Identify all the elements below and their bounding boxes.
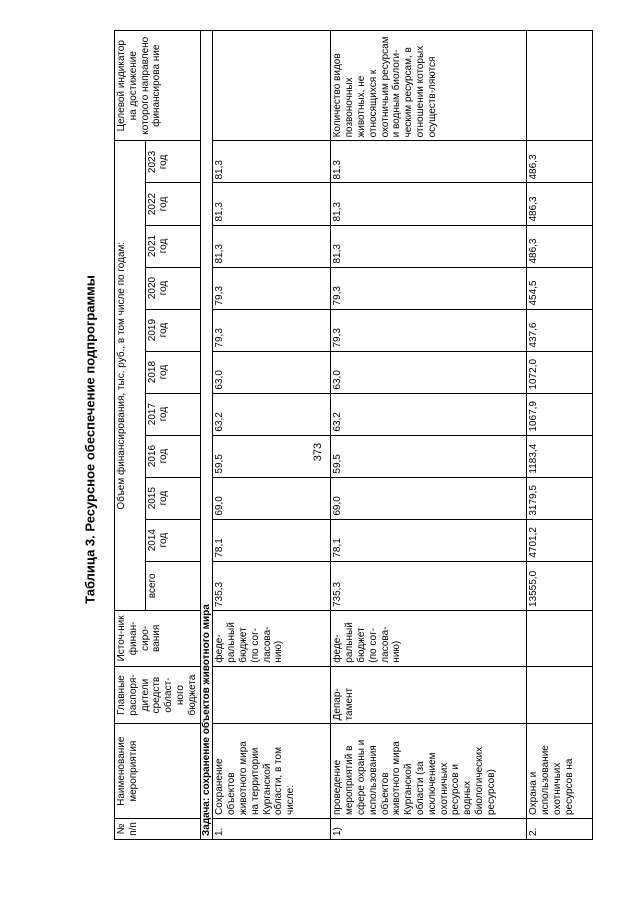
task-label: Задача: сохранение объектов животного мира: [200, 31, 213, 840]
row-year-value: 1072,0: [527, 351, 593, 393]
header-year: 2022 год: [145, 183, 200, 225]
header-total: всего: [145, 561, 200, 610]
row-indicator: [213, 31, 331, 141]
row-year-value: 79,3: [331, 267, 527, 309]
row-distributor: [527, 666, 593, 724]
table-title: Таблица 3. Ресурсное обеспечение подпрограммы: [82, 275, 98, 604]
row-year-value: 59,5: [331, 435, 527, 477]
row-num: 2.: [527, 819, 593, 840]
row-num: 1): [331, 819, 527, 840]
header-year: 2016 год: [145, 435, 200, 477]
header-row-1: [115, 31, 146, 840]
row-year-value: 81,3: [331, 141, 527, 183]
resource-table: [114, 30, 593, 840]
row-indicator: [527, 31, 593, 141]
row-year-value: 59,5: [213, 435, 331, 477]
row-total: 735,3: [213, 561, 331, 610]
header-year: 2023 год: [145, 141, 200, 183]
row-name: проведение мероприятий в сфере охраны и использования объектов животного мира Курганской области (за исключением охотничьих ресурсов и водных биологических ресурсов): [331, 724, 527, 819]
row-year-value: 79,3: [213, 267, 331, 309]
row-indicator: Количество видов позвоночных животных, не относящихся к охотничьим ресурсам и водным биологи-ческим ресурсам, в отношении которых осуществ-ляются: [331, 31, 527, 141]
row-name: Сохранение объектов животного мира на территории Курганской области, в том числе:: [213, 724, 331, 819]
row-source: феде-ральный бюджет (по сог-ласова-нию): [213, 611, 331, 667]
table-row: [527, 31, 593, 840]
header-year: 2021 год: [145, 225, 200, 267]
header-indicator: Целевой индикатор на достижение которого направлено финансирова ние: [115, 31, 201, 141]
header-source: Источ-ник финан-сиро-вания: [115, 611, 201, 667]
row-year-value: 486,3: [527, 183, 593, 225]
page-number: 373: [312, 442, 324, 462]
header-year: 2014 год: [145, 519, 200, 561]
header-funding-group: Объем финансирования, тыс. руб., в том числе по годам:: [115, 141, 146, 611]
row-year-value: 79,3: [331, 309, 527, 351]
row-year-value: 3179,5: [527, 477, 593, 519]
row-year-value: 1183,4: [527, 435, 593, 477]
row-year-value: 486,3: [527, 141, 593, 183]
row-source: [527, 611, 593, 667]
row-year-value: 454,5: [527, 267, 593, 309]
row-year-value: 81,3: [213, 141, 331, 183]
row-year-value: 63,0: [331, 351, 527, 393]
rotated-table-container: [114, 30, 638, 840]
task-row: [200, 31, 213, 840]
row-year-value: 4701,2: [527, 519, 593, 561]
row-year-value: 78,1: [331, 519, 527, 561]
row-year-value: 437,6: [527, 309, 593, 351]
row-year-value: 81,3: [213, 225, 331, 267]
row-year-value: 69,0: [331, 477, 527, 519]
table-row: [213, 31, 331, 840]
table-row: [331, 31, 527, 840]
row-total: 13555,0: [527, 561, 593, 610]
row-year-value: 1067,9: [527, 393, 593, 435]
header-year: 2015 год: [145, 477, 200, 519]
row-year-value: 81,3: [213, 183, 331, 225]
row-distributor: Депар-тамент: [331, 666, 527, 724]
header-year: 2017 год: [145, 393, 200, 435]
header-num: № п/п: [115, 819, 201, 840]
row-source: феде-ральный бюджет (по сог-ласова-нию): [331, 611, 527, 667]
row-year-value: 63,2: [213, 393, 331, 435]
header-name: Наименование мероприятия: [115, 724, 201, 819]
row-year-value: 79,3: [213, 309, 331, 351]
row-name: Охрана и использование охотничьих ресурсов на: [527, 724, 593, 819]
row-year-value: 63,2: [331, 393, 527, 435]
header-year: 2020 год: [145, 267, 200, 309]
row-distributor: [213, 666, 331, 724]
row-num: 1.: [213, 819, 331, 840]
header-year: 2018 год: [145, 351, 200, 393]
header-year: 2019 год: [145, 309, 200, 351]
header-distributors: Главные распоря-дители средств област-ного бюджета: [115, 666, 201, 724]
row-year-value: 63,0: [213, 351, 331, 393]
row-total: 735,3: [331, 561, 527, 610]
row-year-value: 81,3: [331, 225, 527, 267]
row-year-value: 78,1: [213, 519, 331, 561]
row-year-value: 486,3: [527, 225, 593, 267]
row-year-value: 81,3: [331, 183, 527, 225]
row-year-value: 69,0: [213, 477, 331, 519]
